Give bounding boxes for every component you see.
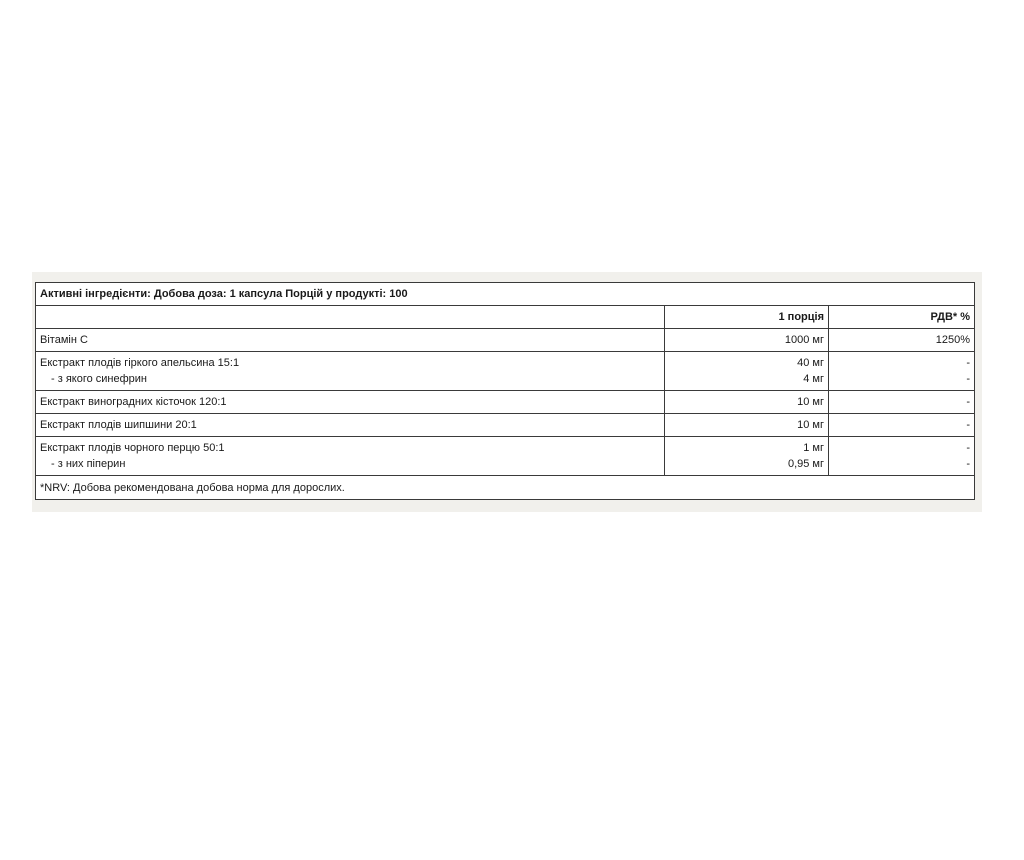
ingredient-name: Вітамін С <box>36 329 665 352</box>
table-row <box>36 437 975 476</box>
ingredient-name-cell <box>36 352 665 391</box>
footnote-row <box>36 476 975 500</box>
ingredient-name: Екстракт виноградних кісточок 120:1 <box>36 391 665 414</box>
ingredient-amount: 1000 мг <box>665 329 829 352</box>
table-row <box>36 414 975 437</box>
table-title-row <box>36 283 975 306</box>
ingredient-name-cell <box>36 437 665 476</box>
ingredient-rdv: - <box>966 442 971 454</box>
sub-ingredient-amount: 0,95 мг <box>787 458 824 470</box>
ingredient-rdv: - <box>829 414 975 437</box>
ingredient-rdv: - <box>966 357 971 369</box>
ingredient-amount: 40 мг <box>797 357 824 369</box>
table-row <box>36 391 975 414</box>
ingredient-rdv: 1250% <box>829 329 975 352</box>
sub-ingredient-amount: 4 мг <box>803 373 824 385</box>
ingredient-amount: 1 мг <box>803 442 824 454</box>
ingredient-column-header <box>36 306 665 329</box>
table-title: Активні інгредієнти: Добова доза: 1 капсула Порцій у продукті: 100 <box>36 283 975 306</box>
ingredient-rdv: - <box>829 391 975 414</box>
table-row <box>36 329 975 352</box>
rdv-column-header: РДВ* % <box>829 306 975 329</box>
sub-ingredient-rdv: - <box>966 458 971 470</box>
table-row <box>36 352 975 391</box>
supplement-facts-table <box>35 282 975 500</box>
ingredient-amount-cell <box>665 437 829 476</box>
footnote: *NRV: Добова рекомендована добова норма для дорослих. <box>36 476 975 500</box>
column-header-row <box>36 306 975 329</box>
ingredient-amount-cell <box>665 352 829 391</box>
sub-ingredient-name: - з якого синефрин <box>51 373 147 385</box>
serving-column-header: 1 порція <box>665 306 829 329</box>
ingredient-name: Екстракт плодів гіркого апельсина 15:1 <box>40 357 240 369</box>
ingredient-amount: 10 мг <box>665 391 829 414</box>
ingredient-rdv-cell <box>829 352 975 391</box>
sub-ingredient-rdv: - <box>966 373 971 385</box>
ingredient-amount: 10 мг <box>665 414 829 437</box>
ingredient-rdv-cell <box>829 437 975 476</box>
ingredient-name: Екстракт плодів шипшини 20:1 <box>36 414 665 437</box>
ingredient-name: Екстракт плодів чорного перцю 50:1 <box>40 442 225 454</box>
sub-ingredient-name: - з них піперин <box>51 458 126 470</box>
